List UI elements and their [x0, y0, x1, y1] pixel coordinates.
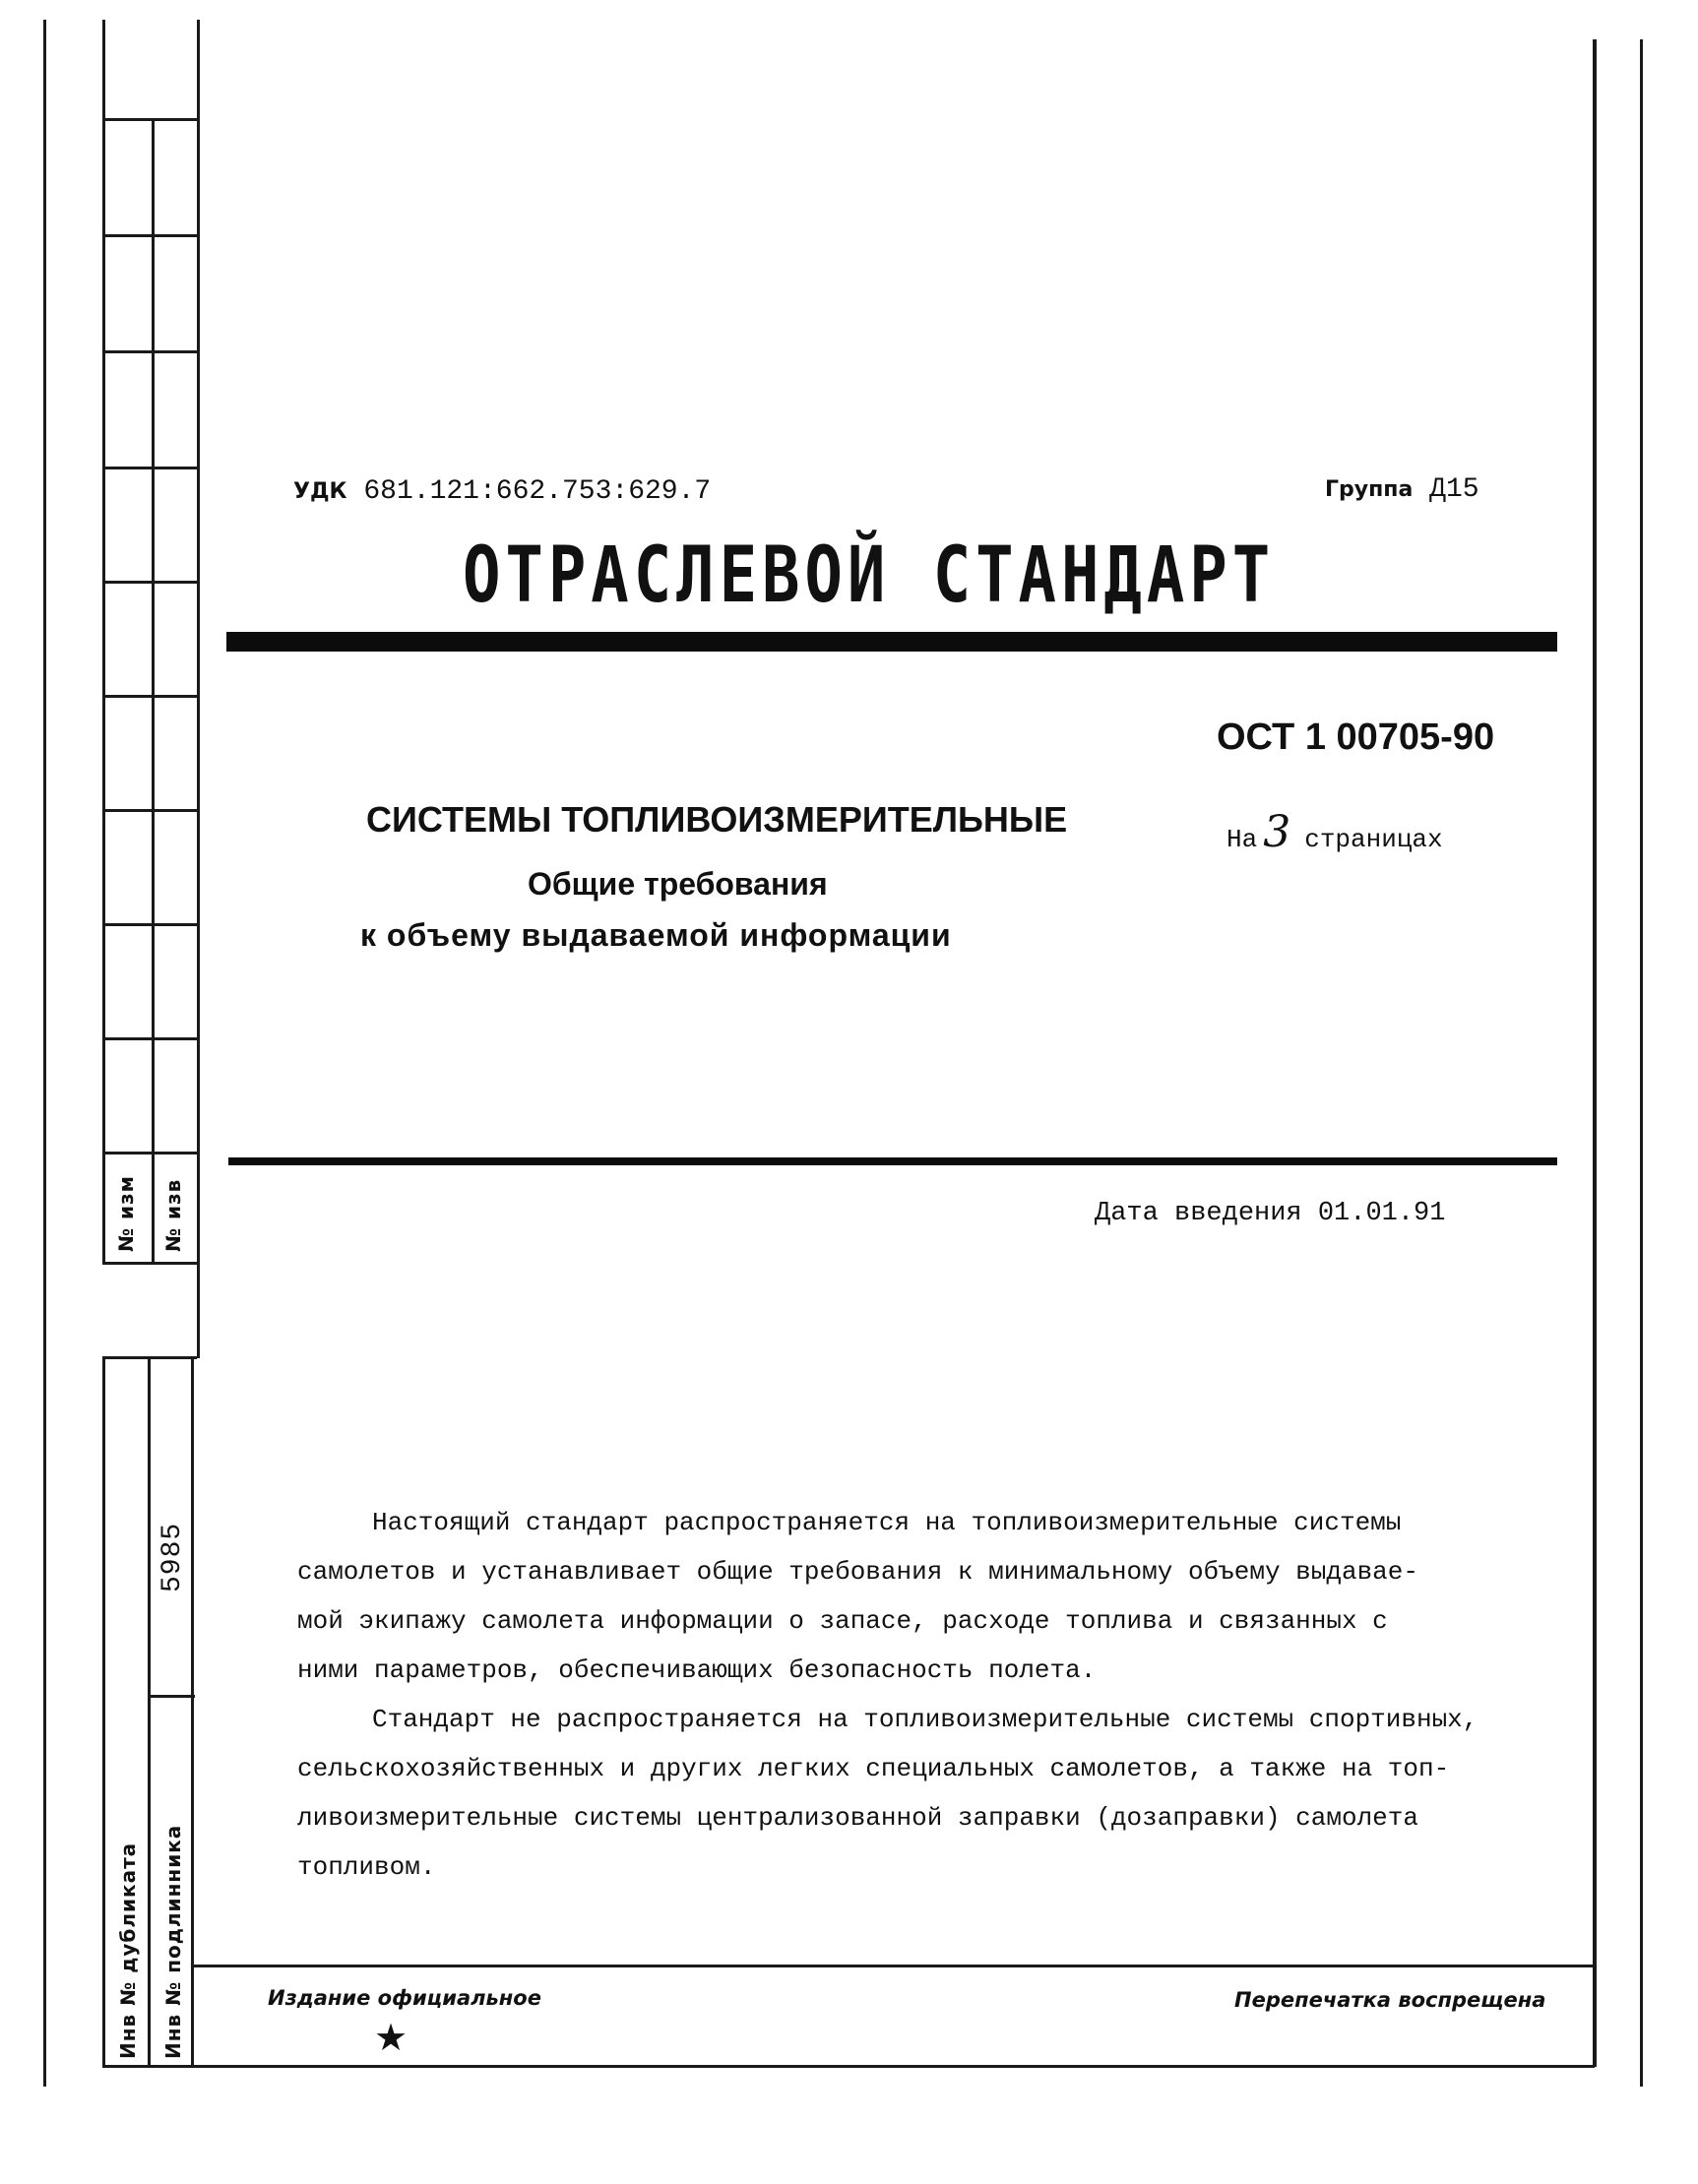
footer-top-line — [193, 1965, 1595, 1967]
standard-subtitle-2: к объему выдаваемой информации — [360, 917, 952, 953]
outer-left-line — [43, 20, 46, 2087]
strip-row-line — [102, 234, 199, 237]
body-line: Настоящий стандарт распространяется на топливоизмерительные системы — [372, 1508, 1402, 1537]
standard-title: СИСТЕМЫ ТОПЛИВОИЗМЕРИТЕЛЬНЫЕ — [366, 799, 1068, 840]
standard-subtitle: Общие требования — [528, 866, 828, 902]
udk — [293, 476, 711, 507]
strip-row-line — [102, 809, 199, 812]
body-line: мой экипажу самолета информации о запасе, расходе топлива и связанных с — [297, 1606, 1388, 1636]
frame-left-line — [191, 1358, 194, 2067]
reprint-notice: Перепечатка воспрещена — [1234, 1988, 1546, 2012]
strip-right-line — [197, 20, 200, 1358]
strip-row-line — [102, 118, 199, 121]
document-title: ОТРАСЛЕВОЙ СТАНДАРТ — [463, 531, 1276, 620]
strip-row-line — [102, 1037, 199, 1040]
strip-row-line — [102, 1152, 199, 1154]
pages-number: 3 — [1263, 807, 1291, 857]
strip-row-line — [102, 467, 199, 469]
stamp-left-line — [102, 1356, 105, 2067]
page-count — [1226, 807, 1443, 857]
strip-row-line — [102, 923, 199, 926]
inv-number: 5985 — [157, 1522, 188, 1592]
outer-right-line — [1640, 39, 1643, 2087]
frame-right-line — [1593, 39, 1597, 2067]
official-edition: Издание официальное — [268, 1986, 541, 2010]
intro-date: Дата введения 01.01.91 — [1095, 1199, 1446, 1228]
body-line: ливоизмерительные системы централизованной заправки (дозаправки) самолета — [297, 1803, 1418, 1833]
title-rule — [226, 632, 1557, 652]
strip-mid-line — [152, 118, 155, 1264]
stamp-mid-line — [148, 1356, 151, 2067]
body-line: самолетов и устанавливает общие требования к минимальному объему выдавае- — [297, 1557, 1418, 1587]
udk-value: 681.121:662.753:629.7 — [363, 476, 712, 507]
star-icon: ★ — [374, 2018, 409, 2059]
pages-prefix: На — [1226, 825, 1258, 854]
inv-dup-label: Инв № дубликата — [116, 1841, 140, 2059]
group-label: Группа — [1325, 477, 1414, 502]
body-line: сельскохозяйственных и других легких специальных самолетов, а также на топ- — [297, 1754, 1450, 1783]
group-value: Д15 — [1429, 474, 1479, 505]
udk-label: УДК — [293, 479, 347, 504]
inv-orig-label: Инв № подлинника — [161, 1824, 185, 2059]
strip-row-line — [102, 695, 199, 698]
group — [1325, 474, 1479, 505]
izm-label: № изм — [114, 1174, 138, 1252]
strip-row-line — [102, 581, 199, 584]
body-line: ними параметров, обеспечивающих безопасность полета. — [297, 1655, 1097, 1685]
strip-left-line — [102, 20, 105, 1264]
body-line: Стандарт не распространяется на топливоизмерительные системы спортивных, — [372, 1705, 1478, 1734]
stamp-mid-row-line — [148, 1695, 195, 1698]
pages-suffix: страницах — [1304, 825, 1443, 854]
stamp-bottom-line — [102, 2065, 1595, 2068]
section-rule — [228, 1157, 1557, 1165]
izv-label: № изв — [161, 1178, 185, 1252]
body-text — [297, 1498, 1528, 1892]
body-line: топливом. — [297, 1852, 436, 1882]
strip-row-line — [102, 350, 199, 353]
standard-code: ОСТ 1 00705-90 — [1217, 717, 1495, 758]
strip-row-line — [102, 1262, 199, 1265]
